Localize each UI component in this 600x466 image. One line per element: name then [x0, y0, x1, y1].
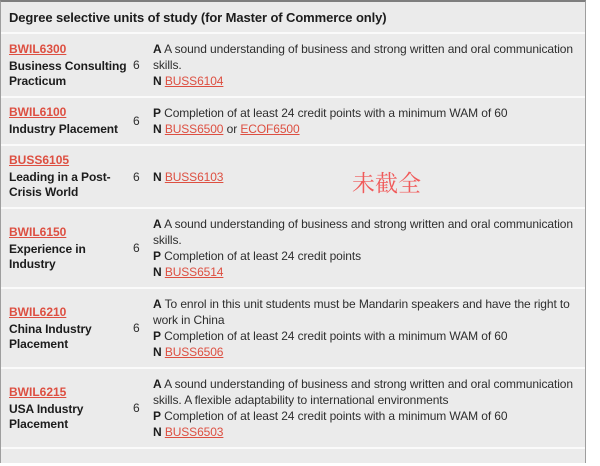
requirement-line: [153, 73, 573, 89]
unit-code-link[interactable]: BUSS6105: [9, 153, 70, 167]
unit-row: [1, 34, 585, 96]
credit-points-value: 6: [133, 114, 140, 128]
requirement-text: A sound understanding of business and strong written and oral communication skills. A flexible adaptability to international environments: [153, 377, 573, 407]
unit-name: Industry Placement: [9, 122, 118, 136]
unit-code-link[interactable]: BWIL6300: [9, 41, 67, 56]
unit-name: USA Industry Placement: [9, 401, 84, 431]
requirement-type: N: [153, 74, 162, 88]
unit-name: Business Consulting Practicum: [9, 58, 127, 88]
table-body: [1, 34, 585, 447]
requirement-line: [153, 328, 573, 344]
requirement-unit-link[interactable]: BUSS6500: [164, 122, 224, 136]
unit-cell: [1, 146, 133, 207]
partial-next-row: [1, 449, 585, 463]
credit-points-value: 6: [133, 58, 140, 72]
requirement-text: or: [223, 122, 241, 136]
requirement-type: A: [153, 217, 162, 231]
requirement-type: A: [153, 297, 162, 311]
requirement-line: [153, 264, 573, 280]
unit-name: Leading in a Post-Crisis World: [9, 170, 111, 199]
requirement-type: P: [153, 249, 161, 263]
unit-row: [1, 289, 585, 367]
unit-cell: [1, 369, 133, 447]
requirement-text: Completion of at least 24 credit points: [164, 249, 362, 263]
requirements-cell: [153, 98, 585, 144]
requirement-unit-link[interactable]: BUSS6503: [164, 425, 224, 439]
requirement-line: [153, 121, 573, 137]
unit-code-link[interactable]: BWIL6150: [9, 224, 67, 239]
requirement-unit-link[interactable]: BUSS6104: [164, 74, 224, 88]
requirement-text: A sound understanding of business and strong written and oral communication skills.: [153, 217, 573, 247]
unit-cell: [1, 34, 133, 96]
requirement-line: [153, 169, 573, 185]
requirement-line: [153, 408, 573, 424]
requirement-type: N: [153, 345, 162, 359]
unit-cell: [1, 209, 133, 287]
table-header-row: [1, 2, 585, 32]
requirement-line: [153, 105, 573, 121]
requirement-line: [153, 296, 573, 328]
unit-name: Experience in Industry: [9, 241, 86, 271]
requirements-cell: [153, 146, 585, 207]
requirement-type: P: [153, 329, 161, 343]
requirement-type: P: [153, 409, 161, 423]
requirement-text: To enrol in this unit students must be Mandarin speakers and have the right to work in China: [153, 297, 570, 327]
credit-points-value: 6: [133, 401, 140, 415]
requirement-text: Completion of at least 24 credit points with a minimum WAM of 60: [164, 329, 508, 343]
requirement-unit-link[interactable]: BUSS6506: [164, 345, 224, 359]
unit-cell: [1, 98, 133, 144]
unit-code-link[interactable]: BWIL6100: [9, 105, 67, 119]
requirements-cell: [153, 289, 585, 367]
unit-row: [1, 209, 585, 287]
requirement-type: N: [153, 265, 162, 279]
requirement-type: N: [153, 122, 162, 136]
unit-row: [1, 146, 585, 207]
credit-points-value: 6: [133, 241, 140, 255]
watermark-text: 未截全: [352, 171, 421, 197]
requirement-line: [153, 216, 573, 248]
requirement-type: A: [153, 377, 162, 391]
unit-code-link[interactable]: BWIL6215: [9, 384, 67, 399]
unit-name: China Industry Placement: [9, 321, 92, 351]
requirement-type: N: [153, 425, 162, 439]
requirement-text: Completion of at least 24 credit points with a minimum WAM of 60: [164, 106, 508, 120]
unit-row: [1, 369, 585, 447]
requirement-line: [153, 344, 573, 360]
requirement-text: Completion of at least 24 credit points with a minimum WAM of 60: [164, 409, 508, 423]
requirement-unit-link[interactable]: BUSS6103: [164, 169, 224, 184]
credit-points-value: 6: [133, 169, 140, 184]
requirement-line: [153, 424, 573, 440]
unit-cell: [1, 289, 133, 367]
requirements-cell: [153, 34, 585, 96]
requirements-cell: [153, 369, 585, 447]
credit-points-value: 6: [133, 321, 140, 335]
requirement-unit-link[interactable]: BUSS6514: [164, 265, 224, 279]
requirement-line: [153, 41, 573, 73]
requirement-type: N: [153, 169, 162, 184]
requirement-line: [153, 248, 573, 264]
requirement-type: P: [153, 106, 161, 120]
requirement-unit-link[interactable]: ECOF6500: [240, 122, 300, 136]
unit-code-link[interactable]: BWIL6210: [9, 304, 67, 319]
table-title: Degree selective units of study (for Master of Commerce only): [9, 9, 387, 25]
requirement-line: [153, 376, 573, 408]
requirement-type: A: [153, 42, 162, 56]
unit-row: [1, 98, 585, 144]
requirements-cell: [153, 209, 585, 287]
requirement-text: A sound understanding of business and strong written and oral communication skills.: [153, 42, 573, 72]
